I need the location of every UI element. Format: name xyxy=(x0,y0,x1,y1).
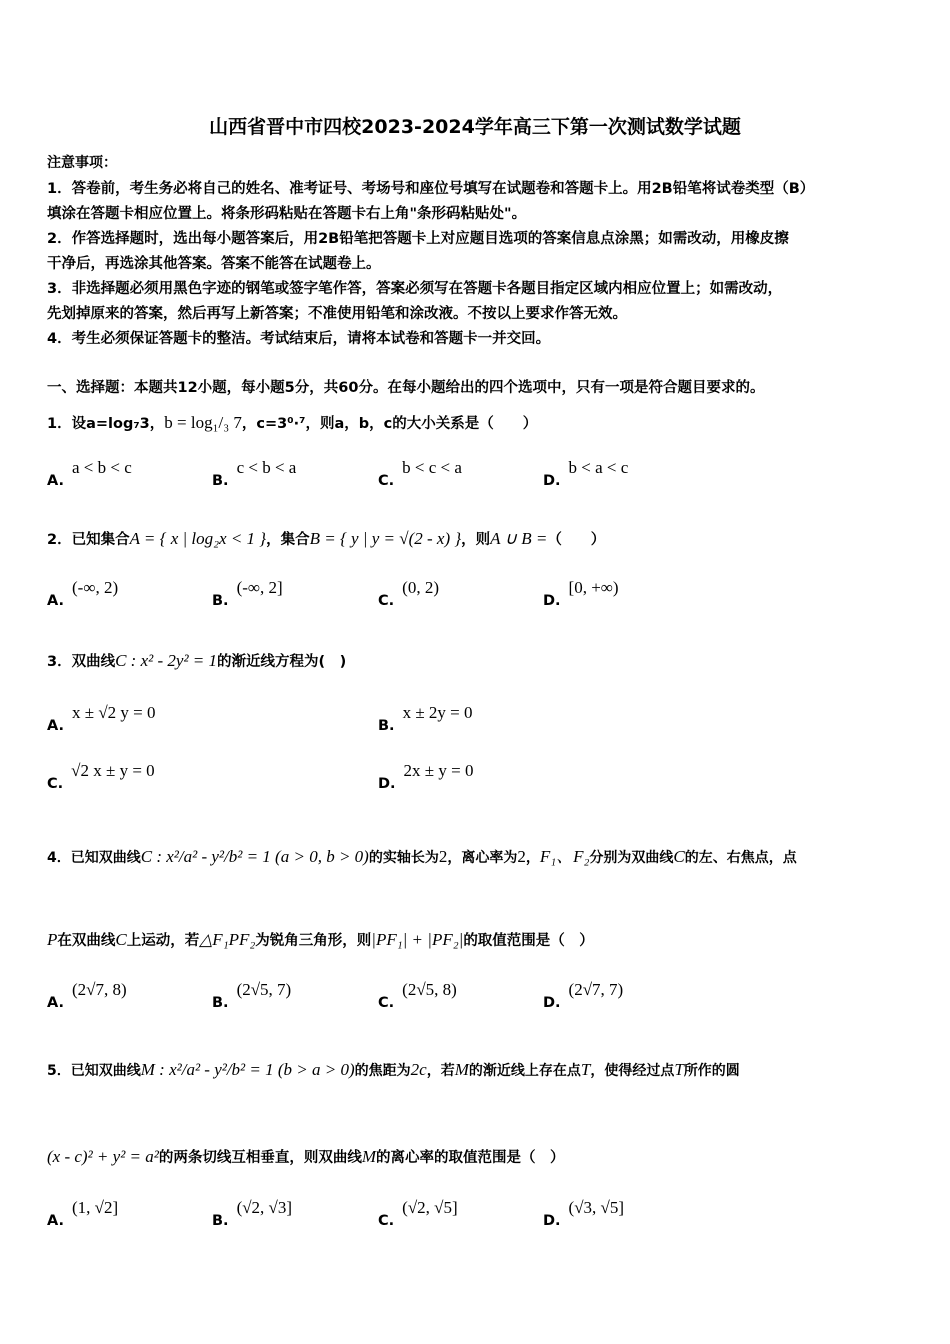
option-label: D. xyxy=(543,995,561,1011)
option-value: (0, 2) xyxy=(402,578,439,597)
q1-option-d[interactable] xyxy=(543,458,629,489)
q2-math: A = { x | log₂x < 1 } xyxy=(129,529,267,548)
q5-math: M : x²/a² - y²/b² = 1 (b > a > 0) xyxy=(140,1060,355,1079)
q4-option-d[interactable] xyxy=(543,980,624,1011)
q4-math: 2 xyxy=(517,847,526,866)
q2-text: 2．已知集合 xyxy=(47,532,130,548)
option-label: D. xyxy=(543,593,561,609)
question-3 xyxy=(47,650,346,671)
q3-option-c[interactable] xyxy=(47,761,155,792)
option-value: (√2, √5] xyxy=(402,1198,458,1217)
q5-option-a[interactable] xyxy=(47,1198,119,1229)
q4-math: C xyxy=(115,930,127,949)
note-line: 干净后，再选涂其他答案。答案不能答在试题卷上。 xyxy=(47,256,381,272)
q4-text: 分别为双曲线 xyxy=(589,850,674,866)
notes-heading: 注意事项： xyxy=(47,155,117,171)
option-label: D. xyxy=(543,1213,561,1229)
q5-text: 所作的圆 xyxy=(683,1063,740,1079)
q5-math: 2c xyxy=(410,1060,427,1079)
option-label: A. xyxy=(47,593,64,609)
q5-math: T xyxy=(580,1060,591,1079)
option-value: c < b < a xyxy=(236,458,297,477)
q5-text: ，使得经过点 xyxy=(590,1063,675,1079)
q5-math: (x - c)² + y² = a² xyxy=(47,1147,159,1166)
option-value: b < a < c xyxy=(568,458,629,477)
note-line: 2．作答选择题时，选出每小题答案后，用2B铅笔把答题卡上对应题目选项的答案信息点涂黑；如需改动，用橡皮擦 xyxy=(47,231,789,247)
q4-text: 的实轴长为 xyxy=(368,850,439,866)
q4-math: 2 xyxy=(438,847,448,866)
q3-option-a[interactable] xyxy=(47,703,156,734)
option-value: x ± 2y = 0 xyxy=(402,703,473,722)
option-value: (2√7, 8) xyxy=(72,980,127,999)
option-label: C. xyxy=(378,1213,395,1229)
option-label: C. xyxy=(47,776,64,792)
q5-text: 的焦距为 xyxy=(354,1063,411,1079)
q4-text: 为锐角三角形，则 xyxy=(255,933,372,949)
option-label: C. xyxy=(378,995,395,1011)
q2-option-b[interactable] xyxy=(212,578,283,609)
option-label: D. xyxy=(543,473,561,489)
option-label: D. xyxy=(378,776,396,792)
option-value: (-∞, 2] xyxy=(236,578,283,597)
option-label: B. xyxy=(212,473,229,489)
option-value: [0, +∞) xyxy=(568,578,619,597)
q4-text: ， xyxy=(525,850,540,866)
q2-text: （ ） xyxy=(547,532,606,548)
option-label: B. xyxy=(212,593,229,609)
q4-text: 的取值范围是（ ） xyxy=(463,933,594,949)
q4-text: 4．已知双曲线 xyxy=(47,850,141,866)
option-value: x ± √2 y = 0 xyxy=(72,703,156,722)
option-label: A. xyxy=(47,995,64,1011)
option-value: (-∞, 2) xyxy=(72,578,119,597)
option-value: (√2, √3] xyxy=(236,1198,293,1217)
q2-text: ，集合 xyxy=(266,532,310,548)
q2-option-d[interactable] xyxy=(543,578,619,609)
q4-text: 上运动，若 xyxy=(126,933,200,949)
q5-option-d[interactable] xyxy=(543,1198,625,1229)
option-label: B. xyxy=(378,718,395,734)
note-line: 1．答卷前，考生务必将自己的姓名、准考证号、考场号和座位号填写在试题卷和答题卡上。用2B铅笔将试卷类型（B） xyxy=(47,181,815,197)
option-value: (√3, √5] xyxy=(568,1198,625,1217)
option-label: C. xyxy=(378,593,395,609)
question-5 xyxy=(47,1060,740,1080)
option-label: A. xyxy=(47,473,64,489)
option-value: (2√5, 7) xyxy=(236,980,292,999)
q5-math: M xyxy=(361,1147,377,1166)
note-line: 先划掉原来的答案，然后再写上新答案；不准使用铅笔和涂改液。不按以上要求作答无效。 xyxy=(47,306,627,322)
q3-math: C : x² - 2y² = 1 xyxy=(115,651,218,670)
option-value: (1, √2] xyxy=(72,1198,119,1217)
q1-option-a[interactable] xyxy=(47,458,132,489)
q4-option-a[interactable] xyxy=(47,980,127,1011)
option-value: b < c < a xyxy=(402,458,462,477)
q4-text: 在双曲线 xyxy=(57,933,116,949)
question-5-cont xyxy=(47,1146,565,1167)
q4-text: 的左、右焦点，点 xyxy=(684,850,797,866)
page-title: 山西省晋中市四校2023-2024学年高三下第一次测试数学试题 xyxy=(209,116,741,138)
q1-text: 1．设a=log₇3， xyxy=(47,416,165,432)
question-1 xyxy=(47,412,537,433)
q4-math: |PF₁| + |PF₂| xyxy=(371,930,464,949)
option-label: B. xyxy=(212,1213,229,1229)
q3-text: 的渐近线方程为( ) xyxy=(217,654,347,670)
note-line: 4．考生必须保证答题卡的整洁。考试结束后，请将本试卷和答题卡一并交回。 xyxy=(47,331,551,347)
option-label: A. xyxy=(47,1213,64,1229)
section-heading: 一、选择题：本题共12小题，每小题5分，共60分。在每小题给出的四个选项中，只有一项是符合题目要求的。 xyxy=(47,380,765,396)
q5-option-b[interactable] xyxy=(212,1198,293,1229)
q2-text: ，则 xyxy=(461,532,491,548)
q4-math: P xyxy=(47,930,58,949)
q1-math: b = log₁/₃ 7 xyxy=(164,413,242,432)
q4-math: △F₁PF₂ xyxy=(199,930,256,949)
q2-option-a[interactable] xyxy=(47,578,119,609)
option-value: (2√5, 8) xyxy=(402,980,457,999)
q3-option-d[interactable] xyxy=(378,761,474,792)
option-value: (2√7, 7) xyxy=(568,980,624,999)
q1-text: ，c=3⁰·⁷，则a，b，c的大小关系是（ ） xyxy=(241,416,538,432)
question-2 xyxy=(47,528,605,549)
q2-math: A ∪ B = xyxy=(490,529,548,548)
question-4 xyxy=(47,842,797,867)
q5-text: 5．已知双曲线 xyxy=(47,1063,141,1079)
option-label: A. xyxy=(47,718,64,734)
q4-option-c[interactable] xyxy=(378,980,457,1011)
q3-option-b[interactable] xyxy=(378,703,473,734)
option-value: 2x ± y = 0 xyxy=(403,761,474,780)
q1-option-b[interactable] xyxy=(212,458,297,489)
q1-option-c[interactable] xyxy=(378,458,462,489)
note-line: 3．非选择题必须用黑色字迹的钢笔或签字笔作答，答案必须写在答题卡各题目指定区域内相应位置上；如需改动， xyxy=(47,281,783,297)
option-label: B. xyxy=(212,995,229,1011)
q5-option-c[interactable] xyxy=(378,1198,458,1229)
q4-math: C : x²/a² - y²/b² = 1 (a > 0, b > 0) xyxy=(140,847,369,866)
q4-text: ，离心率为 xyxy=(447,850,518,866)
q3-text: 3．双曲线 xyxy=(47,654,116,670)
q5-math: M xyxy=(454,1060,469,1079)
option-value: √2 x ± y = 0 xyxy=(71,761,155,780)
option-label: C. xyxy=(378,473,395,489)
q5-text: 的渐近线上存在点 xyxy=(468,1063,581,1079)
q5-math: T xyxy=(674,1060,684,1079)
option-value: a < b < c xyxy=(72,458,132,477)
note-line: 填涂在答题卡相应位置上。将条形码粘贴在答题卡右上角"条形码粘贴处"。 xyxy=(47,206,527,222)
q4-math: C xyxy=(673,847,685,866)
question-4-cont xyxy=(47,929,594,950)
q4-option-b[interactable] xyxy=(212,980,292,1011)
q5-text: ，若 xyxy=(426,1063,455,1079)
q2-option-c[interactable] xyxy=(378,578,439,609)
q2-math: B = { y | y = √(2 - x) } xyxy=(309,529,462,548)
q4-math: F₁、F₂ xyxy=(539,847,590,866)
q5-text: 的离心率的取值范围是（ ） xyxy=(376,1150,565,1166)
q5-text: 的两条切线互相垂直，则双曲线 xyxy=(158,1150,362,1166)
